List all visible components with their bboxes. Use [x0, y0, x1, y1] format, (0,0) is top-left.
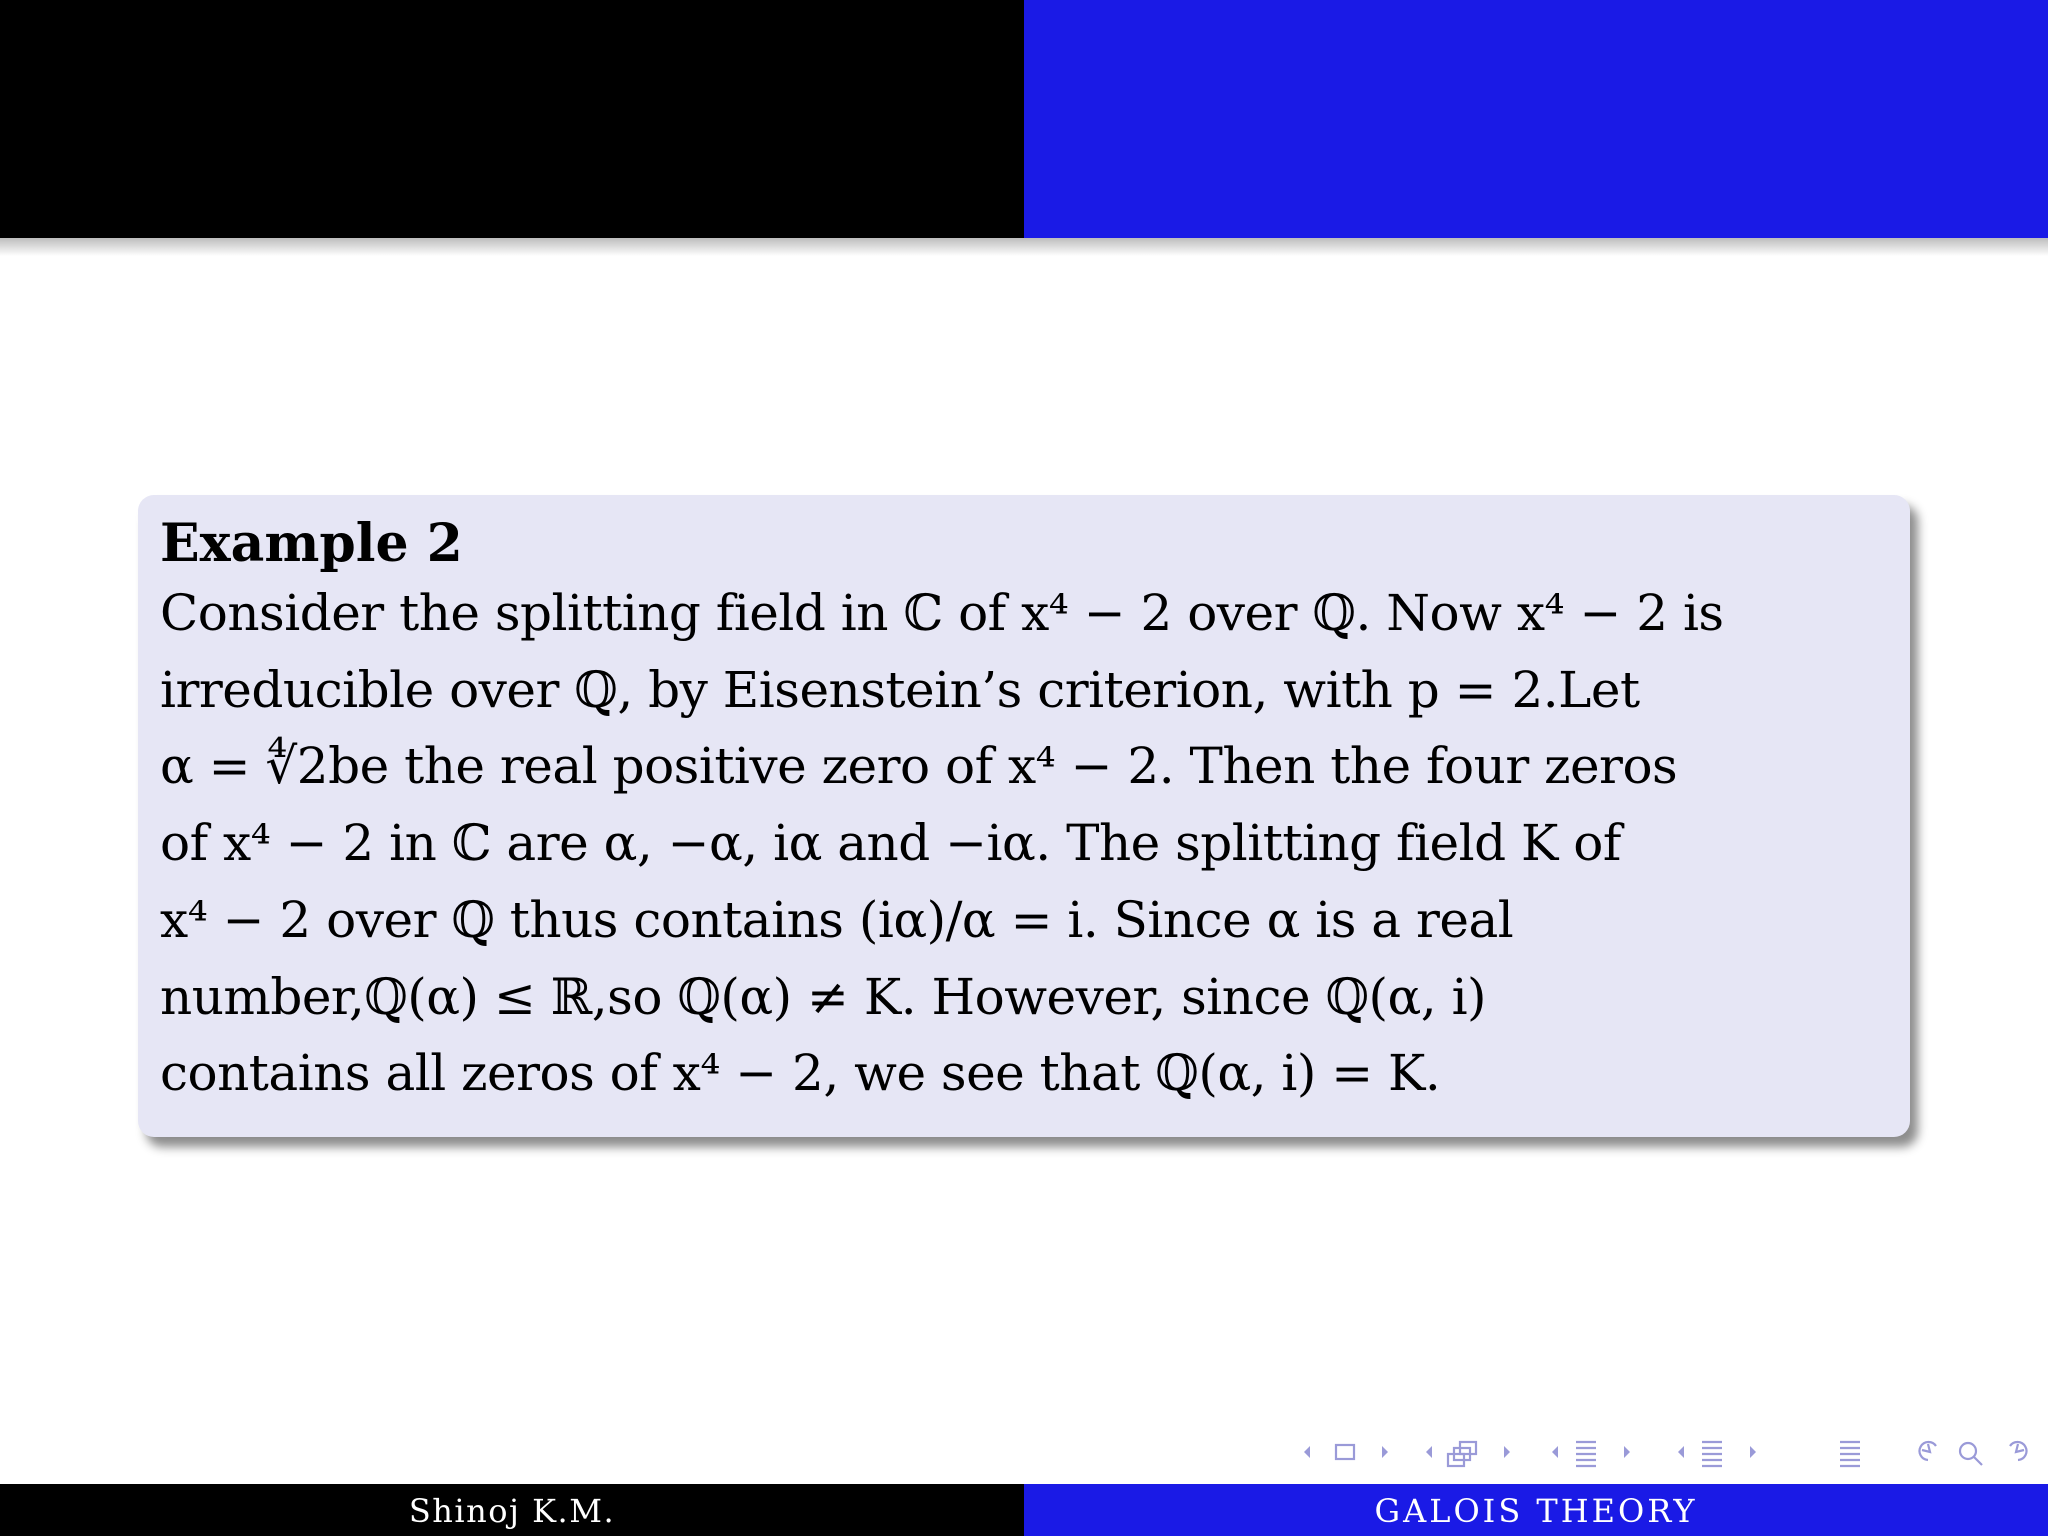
example-block: [138, 495, 1910, 1137]
example-body: [160, 575, 1900, 1112]
header-right-panel: [1024, 0, 2048, 238]
nav-section-prev-icon[interactable]: [1552, 1446, 1558, 1458]
nav-subsection-prev-icon[interactable]: [1426, 1446, 1432, 1458]
nav-section-next-icon[interactable]: [1624, 1446, 1630, 1458]
example-line: number,ℚ(α) ≤ ℝ,so ℚ(α) ≠ K. However, since ℚ(α, i): [160, 967, 1487, 1026]
nav-forward-icon[interactable]: [2010, 1442, 2026, 1460]
header-left-panel: [0, 0, 1024, 238]
example-line: α = ∜2be the real positive zero of x⁴ − 2. Then the four zeros: [160, 737, 1678, 796]
navigation-symbols-bar: [1296, 1432, 2036, 1472]
nav-appendix-icon[interactable]: [1840, 1442, 1860, 1466]
example-line: of x⁴ − 2 in ℂ are α, −α, iα and −iα. The splitting field K of: [160, 814, 1621, 873]
header-shadow: [0, 238, 2048, 256]
nav-doc-next-icon[interactable]: [1750, 1446, 1756, 1458]
nav-subsection-icon[interactable]: [1448, 1442, 1476, 1466]
example-title: Example 2: [160, 513, 463, 574]
example-line: Consider the splitting field in ℂ of x⁴ − 2 over ℚ. Now x⁴ − 2 is: [160, 584, 1724, 642]
footer-title: GALOIS THEORY: [1374, 1492, 1698, 1530]
nav-search-icon[interactable]: [1960, 1443, 1982, 1465]
footer-author: Shinoj K.M.: [408, 1492, 616, 1530]
nav-back-icon[interactable]: [1920, 1442, 1936, 1460]
nav-section-icon[interactable]: [1576, 1442, 1596, 1466]
nav-frame-next-icon[interactable]: [1382, 1446, 1388, 1458]
example-line: irreducible over ℚ, by Eisenstein’s criterion, with p = 2.Let: [160, 660, 1640, 719]
footer-bar: [0, 1484, 2048, 1536]
header-bar: [0, 0, 2048, 238]
nav-frame-icon[interactable]: [1336, 1445, 1354, 1459]
nav-subsection-next-icon[interactable]: [1504, 1446, 1510, 1458]
nav-frame-prev-icon[interactable]: [1304, 1446, 1310, 1458]
example-line: contains all zeros of x⁴ − 2, we see that ℚ(α, i) = K.: [160, 1044, 1441, 1103]
nav-doc-icon[interactable]: [1702, 1442, 1722, 1466]
nav-doc-prev-icon[interactable]: [1678, 1446, 1684, 1458]
example-line: x⁴ − 2 over ℚ thus contains (iα)/α = i. Since α is a real: [160, 890, 1514, 949]
